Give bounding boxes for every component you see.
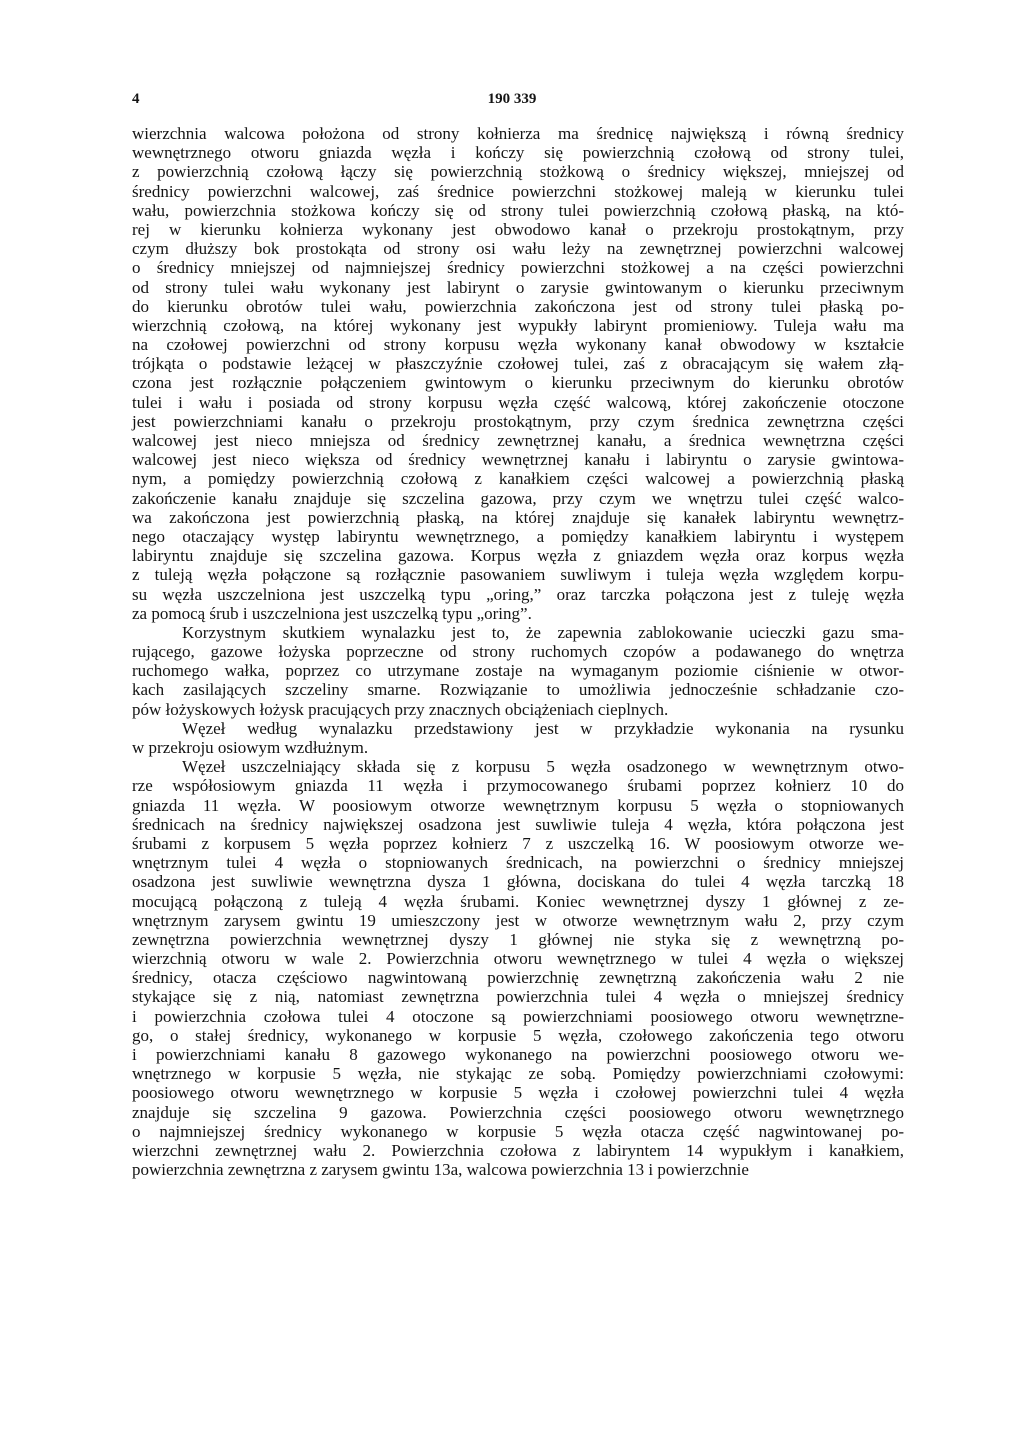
text-line: gniazda 11 węzła. W poosiowym otworze wewnętrznym korpusu 5 węzła o stopniowanych — [132, 795, 904, 815]
text-line: o najmniejszej średnicy wykonanego w korpusie 5 węzła otacza część nagwintowanej po- — [132, 1121, 904, 1141]
text-line: labiryntu znajduje się szczelina gazowa. Korpus węzła z gniazdem węzła oraz korpus węzła — [132, 546, 904, 566]
text-line: mocującą połączoną z tuleją 4 węzła śrubami. Koniec wewnętrznej dyszy 1 głównej z ze- — [132, 891, 904, 911]
text-line: za pomocą śrub i uszczelniona jest uszczelką typu „oring”. — [132, 603, 532, 623]
text-line: zewnętrzna powierzchnia wewnętrznej dyszy 1 głównej nie styka się z wewnętrzną po- — [132, 929, 904, 949]
text-line: osadzona jest suwliwie wewnętrzna dysza 1 główna, dociskana do tulei 4 węzła tarczką 18 — [132, 872, 904, 892]
text-line: wierzchni zewnętrznej wału 2. Powierzchnia czołowa z labiryntem 14 wypukłym i kanałkiem, — [132, 1140, 904, 1160]
paragraph — [132, 623, 904, 719]
text-line: zakończenie kanału znajduje się szczelina gazowa, przy czym we wnętrzu tulei część walco- — [132, 488, 904, 508]
text-line: od strony tulei wału wykonany jest labirynt o zarysie gwintowanym o kierunku przeciwnym — [132, 277, 904, 297]
text-line: średnicy, otacza częściowo nagwintowaną powierzchnię zewnętrzną zakończenia wału 2 nie — [132, 968, 904, 988]
text-line: rze współosiowym gniazda 11 węzła i przymocowanego śrubami poprzez kołnierz 10 do — [132, 776, 904, 796]
text-line: na czołowej powierzchni od strony korpusu węzła wykonany kanał obwodowy w kształcie — [132, 335, 904, 355]
text-line: su węzła uszczelniona jest uszczelką typu „oring,” oraz tarczka połączona jest z tuleję węzła — [132, 584, 904, 604]
text-line: wierzchnia walcowa położona od strony kołnierza ma średnicę największą i równą średnicy — [132, 124, 904, 143]
text-line: wnętrznego w korpusie 5 węzła, nie stykając ze sobą. Pomiędzy powierzchniami czołowymi: — [132, 1064, 904, 1084]
paragraph — [132, 124, 904, 623]
text-line: wa zakończona jest powierzchnią płaską, na której znajduje się kanałek labiryntu wewnętrz- — [132, 507, 904, 527]
text-line: znajduje się szczelina 9 gazowa. Powierzchnia części poosiowego otworu wewnętrznego — [132, 1102, 904, 1122]
text-line: Węzeł według wynalazku przedstawiony jest w przykładzie wykonania na rysunku — [182, 718, 904, 738]
text-line: w przekroju osiowym wzdłużnym. — [132, 738, 369, 757]
page-number: 4 — [132, 91, 140, 107]
text-line: wnętrznym zarysem gwintu 19 umieszczony jest w otworze wewnętrznym wału 2, przy czym — [132, 910, 904, 930]
text-line: rującego, gazowe łożyska poprzeczne od strony ruchomych czopów a podawanego do wnętrza — [132, 642, 904, 662]
text-line: tulei i wału i posiada od strony korpusu węzła część walcową, której zakończenie otoczone — [132, 392, 904, 412]
text-line: do kierunku obrotów tulei wału, powierzchnia zakończona jest od strony tulei płaską po- — [132, 296, 904, 316]
text-line: poosiowego otworu wewnętrznego w korpusie 5 węzła i czołowej powierzchni tulei 4 węzła — [132, 1083, 904, 1103]
text-line: z tuleją węzła połączone są rozłącznie pasowaniem suwliwym i tuleja węzła względem korpu- — [132, 565, 904, 585]
text-line: Węzeł uszczelniający składa się z korpusu 5 węzła osadzonego w wewnętrznym otwo- — [182, 757, 904, 777]
text-line: ruchomego wałka, poprzez co utrzymane zostaje na wymaganym poziomie ciśnienie w otwor- — [132, 661, 904, 681]
text-line: o średnicy mniejszej od najmniejszej średnicy powierzchni stożkowej a na części powierzchni — [132, 258, 904, 278]
text-line: śrubami z korpusem 5 węzła poprzez kołnierz 7 z uszczelką 16. W poosiowym otworze we- — [132, 833, 904, 853]
text-line: nym, a pomiędzy powierzchnią czołową z kanałkiem części walcowej a powierzchnią płaską — [132, 469, 904, 489]
text-line: walcowej jest nieco mniejsza od średnicy zewnętrznej kanału, a średnica wewnętrzna części — [132, 431, 904, 450]
text-line: czona jest rozłącznie połączeniem gwintowym o kierunku przeciwnym do kierunku obrotów — [132, 373, 904, 393]
patent-number: 190 339 — [487, 91, 537, 107]
text-line: średnicy powierzchni walcowej, zaś średnice powierzchni stożkowej maleją w kierunku tulei — [132, 181, 904, 201]
text-line: kach zasilających szczeliny smarne. Rozwiązanie to umożliwia jednocześnie schładzanie czo- — [132, 680, 904, 700]
text-line: wnętrznym tulei 4 węzła o stopniowanych średnicach, na powierzchni o średnicy mniejszej — [132, 853, 904, 873]
text-line: pów łożyskowych łożysk pracujących przy znacznych obciążeniach cieplnych. — [132, 699, 669, 719]
text-line: rej w kierunku kołnierza wykonany jest obwodowo kanał o przekroju prostokątnym, przy — [132, 219, 904, 239]
text-line: stykające się z nią, natomiast zewnętrzna powierzchnia tulei 4 węzła o mniejszej średnicy — [132, 987, 904, 1007]
text-line: powierzchnia zewnętrzna z zarysem gwintu 13a, walcowa powierzchnia 13 i powierzchnie — [132, 1160, 749, 1180]
text-line: jest powierzchniami kanału o przekroju prostokątnym, przy czym średnica zewnętrzna części — [132, 411, 904, 431]
text-line: wewnętrznego otworu gniazda węzła i kończy się powierzchnią czołową od strony tulei, — [132, 143, 904, 163]
text-line: i powierzchnia czołowa tulei 4 otoczone są powierzchniami poosiowego otworu wewnętrzne- — [132, 1006, 904, 1026]
paragraph — [132, 719, 904, 757]
text-line: i powierzchniami kanału 8 gazowego wykonanego na powierzchni poosiowego otworu we- — [132, 1045, 904, 1064]
text-line: nego otaczający występ labiryntu wewnętrznego, a pomiędzy kanałkiem labiryntu i występem — [132, 526, 904, 546]
text-line: z powierzchnią czołową łączy się powierzchnią stożkową o średnicy większej, mniejszej od — [132, 162, 904, 182]
text-line: walcowej jest nieco większa od średnicy wewnętrznej kanału i labiryntu o zarysie gwintowa- — [132, 450, 904, 470]
text-line: czym dłuższy bok prostokąta od strony osi wału leży na zewnętrznej powierzchni walcowej — [132, 239, 904, 259]
text-line: wierzchnią czołową, na której wykonany jest wypukły labirynt promieniowy. Tuleja wału ma — [132, 315, 904, 335]
text-line: wierzchnią otworu w wale 2. Powierzchnia otworu wewnętrznego w tulei 4 węzła o większej — [132, 949, 904, 969]
text-line: Korzystnym skutkiem wynalazku jest to, że zapewnia zablokowanie ucieczki gazu sma- — [182, 622, 904, 642]
text-line: średnicach na średnicy największej osadzona jest suwliwie tuleja 4 węzła, która połączona jest — [132, 814, 904, 834]
text-line: trójkąta o podstawie leżącej w płaszczyźnie czołowej tulei, zaś z obracającym się wałem złą- — [132, 354, 904, 374]
text-line: wału, powierzchnia stożkowa kończy się od strony tulei powierzchnią czołową płaską, na któ- — [132, 200, 904, 220]
text-line: go, o stałej średnicy, wykonanego w korpusie 5 węzła, czołowego zakończenia tego otworu — [132, 1025, 904, 1045]
document-body — [132, 124, 904, 1179]
paragraph — [132, 757, 904, 1179]
